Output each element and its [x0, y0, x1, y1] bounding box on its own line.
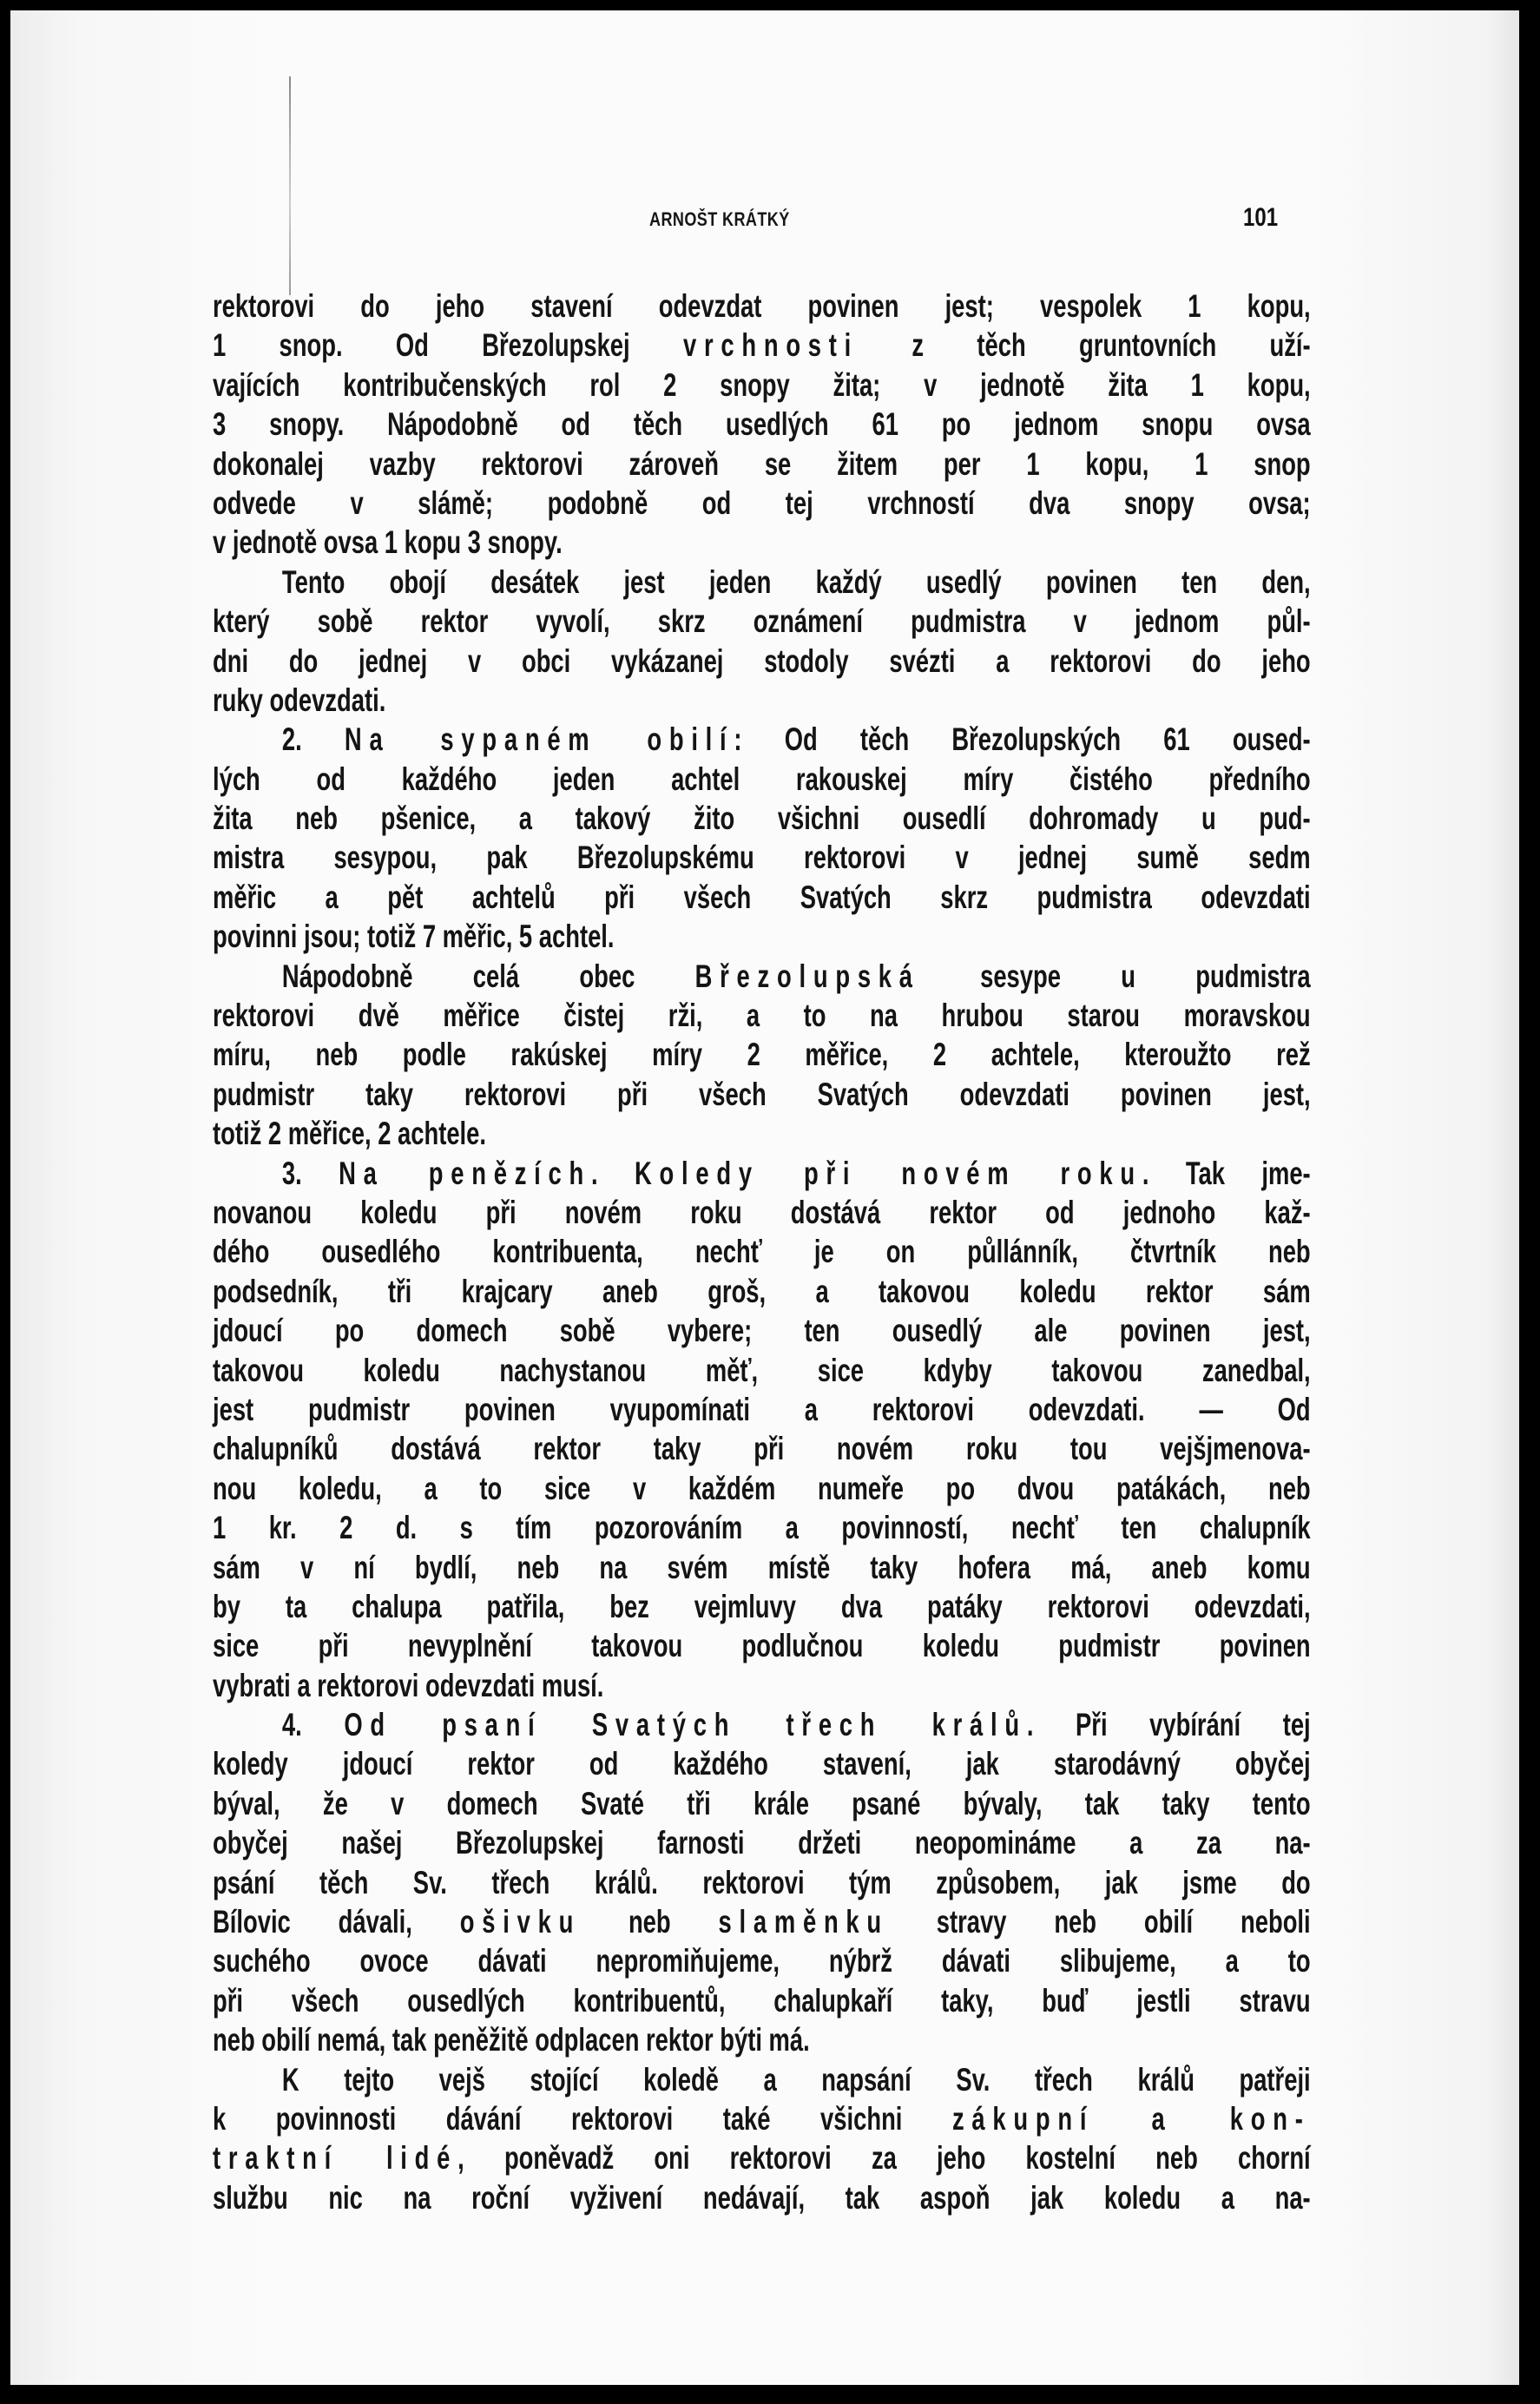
- text-line-content: [213, 760, 1311, 799]
- text-line-content: [213, 681, 1311, 720]
- text-line-content: [213, 1272, 1311, 1311]
- text-segment: totiž 2 měřice, 2 achtele.: [213, 1116, 487, 1152]
- text-segment: by ta chalupa patřila, bez vejmluvy dva patáky rektorovi odevzdati,: [213, 1588, 1311, 1624]
- text-segment: k povinnosti dávání rektorovi také všichni: [213, 2100, 952, 2137]
- text-line-content: [213, 602, 1311, 641]
- spaced-emphasis: slaměnku: [718, 1904, 889, 1940]
- text-line-content: [213, 996, 1311, 1035]
- text-segment: Nápodobně celá obec: [281, 958, 695, 994]
- text-line-content: [213, 1469, 1311, 1508]
- text-line-content: [213, 1941, 1311, 1980]
- spaced-emphasis: Od psaní Svatých třech králů: [344, 1707, 1027, 1743]
- text-line-content: [213, 799, 1311, 838]
- text-segment: vybrati a rektorovi odevzdati musí.: [213, 1667, 604, 1703]
- text-line-content: [213, 720, 1311, 759]
- text-line: [213, 366, 1311, 405]
- text-line-content: [213, 2138, 1311, 2177]
- text-line: [213, 1469, 1311, 1508]
- spaced-emphasis: Na sypaném obilí: [344, 721, 734, 758]
- text-segment: pudmistr taky rektorovi při všech Svatých odevzdati povinen jest,: [213, 1076, 1311, 1112]
- text-line: [213, 681, 1311, 720]
- text-segment: . Při vybírání tej: [1026, 1707, 1311, 1743]
- spaced-emphasis: ošivku: [459, 1904, 582, 1940]
- text-segment: : Od těch Březolupských 61 oused-: [734, 721, 1311, 758]
- text-line-content: [213, 1587, 1311, 1626]
- text-line: [213, 2099, 1311, 2138]
- text-line: [213, 642, 1311, 681]
- text-segment: vajících kontribučenských rol 2 snopy žita; v jednotě žita 1 kopu,: [213, 366, 1311, 403]
- text-segment: 4.: [281, 1707, 345, 1743]
- text-line-content: [213, 2099, 1311, 2138]
- spaced-emphasis: Březolupská: [694, 958, 920, 994]
- text-line: [213, 838, 1311, 877]
- text-line-content: [213, 1232, 1311, 1271]
- text-line: [213, 1941, 1311, 1980]
- text-segment: chalupníků dostává rektor taky při novém roku tou vejšjmenova-: [213, 1431, 1311, 1467]
- text-segment: v jednotě ovsa 1 kopu 3 snopy.: [213, 524, 563, 561]
- text-line: [213, 1035, 1311, 1074]
- spaced-emphasis: Koledy při novém roku: [634, 1155, 1142, 1191]
- paragraph-first-line: [213, 1705, 1311, 1744]
- text-line: [213, 1981, 1311, 2020]
- text-line-content: [213, 405, 1311, 444]
- text-line: [213, 1075, 1311, 1114]
- text-line: [213, 1390, 1311, 1429]
- text-line: [213, 602, 1311, 641]
- text-line: [213, 287, 1311, 326]
- text-segment: sám v ní bydlí, neb na svém místě taky hofera má, aneb komu: [213, 1549, 1311, 1585]
- text-line-content: [213, 1508, 1311, 1547]
- text-segment: dého ousedlého kontribuenta, nechť je on půllánník, čtvrtník neb: [213, 1234, 1311, 1270]
- text-segment: lých od každého jeden achtel rakouskej míry čistého předního: [213, 761, 1311, 797]
- text-line: [213, 1744, 1311, 1783]
- text-segment: nou koledu, a to sice v každém numeře po dvou patákách, neb: [213, 1470, 1311, 1506]
- text-line-content: [213, 1075, 1311, 1114]
- text-line-content: [213, 1311, 1311, 1350]
- text-line-content: [213, 878, 1311, 917]
- text-line: [213, 326, 1311, 365]
- text-segment: při všech ousedlých kontribuentů, chalupkaří taky, buď jestli stravu: [213, 1982, 1311, 2019]
- text-line: [213, 996, 1311, 1035]
- text-segment: jest pudmistr povinen vyupomínati a rektorovi odevzdati. — Od: [213, 1391, 1311, 1427]
- text-segment: žita neb pšenice, a takový žito všichni ousedlí dohromady u pud-: [213, 800, 1311, 837]
- text-line: [213, 2020, 1311, 2059]
- text-line: [213, 1863, 1311, 1902]
- book-page: [10, 10, 1519, 2385]
- text-segment: 1 snop. Od Březolupskej: [213, 327, 683, 364]
- text-segment: K tejto vejš stojící koledě a napsání Sv. třech králů patřeji: [281, 2061, 1311, 2098]
- text-line-content: [213, 445, 1311, 484]
- text-segment: býval, že v domech Svaté tři krále psané bývaly, tak taky tento: [213, 1785, 1311, 1821]
- running-head-author: ARNOŠT KRÁTKÝ: [649, 208, 790, 230]
- text-segment: psání těch Sv. třech králů. rektorovi tým způsobem, jak jsme do: [213, 1864, 1311, 1900]
- text-line: [213, 799, 1311, 838]
- text-segment: Tento obojí desátek jest jeden každý usedlý povinen ten den,: [281, 563, 1311, 600]
- text-line: [213, 2138, 1311, 2177]
- text-line-content: [213, 1666, 1311, 1705]
- text-segment: odvede v slámě; podobně od tej vrchností dva snopy ovsa;: [213, 484, 1311, 521]
- text-line-content: [213, 2060, 1311, 2099]
- text-segment: službu nic na roční vyživení nedávají, tak aspoň jak koledu a na-: [213, 2179, 1311, 2216]
- text-line-content: [213, 957, 1311, 996]
- text-segment: který sobě rektor vyvolí, skrz oznámení pudmistra v jednom půl-: [213, 603, 1311, 640]
- text-line-content: [213, 1390, 1311, 1429]
- text-line: [213, 1232, 1311, 1271]
- text-line: [213, 1626, 1311, 1665]
- page-number: 101: [1243, 203, 1279, 232]
- body-text: [213, 287, 1311, 2217]
- text-line: [213, 1548, 1311, 1587]
- text-segment: z těch gruntovních uží-: [859, 327, 1311, 364]
- text-segment: jdoucí po domech sobě vybere; ten ousedlý ale povinen jest,: [213, 1313, 1311, 1349]
- text-line-content: [213, 326, 1311, 365]
- text-line: [213, 1193, 1311, 1232]
- text-segment: 3 snopy. Nápodobně od těch usedlých 61 po jednom snopu ovsa: [213, 406, 1311, 443]
- text-line: [213, 1429, 1311, 1468]
- text-segment: koledy jdoucí rektor od každého stavení, jak starodávný obyčej: [213, 1746, 1311, 1782]
- text-line-content: [213, 1863, 1311, 1902]
- text-segment: 1 kr. 2 d. s tím pozorováním a povinností, nechť ten chalupník: [213, 1510, 1311, 1546]
- text-line: [213, 445, 1311, 484]
- text-segment: stravy neb obilí neboli: [888, 1904, 1311, 1940]
- text-segment: sesype u pudmistra: [919, 958, 1311, 994]
- text-line-content: [213, 523, 1311, 562]
- text-line: [213, 523, 1311, 562]
- text-line-content: [213, 838, 1311, 877]
- text-line: [213, 1784, 1311, 1823]
- text-segment: novanou koledu při novém roku dostává rektor od jednoho kaž-: [213, 1194, 1311, 1230]
- text-segment: dokonalej vazby rektorovi zároveň se žitem per 1 kopu, 1 snop: [213, 445, 1311, 482]
- text-line: [213, 878, 1311, 917]
- text-line-content: [213, 1823, 1311, 1862]
- text-segment: 2.: [281, 721, 345, 758]
- text-segment: mistra sesypou, pak Březolupskému rektorovi v jednej sumě sedm: [213, 840, 1311, 876]
- paragraph-first-line: [213, 2060, 1311, 2099]
- text-segment: . Tak jme-: [1142, 1155, 1311, 1191]
- text-line: [213, 2178, 1311, 2217]
- text-line-content: [213, 287, 1311, 326]
- text-line-content: [213, 917, 1311, 956]
- text-segment: neb: [581, 1904, 719, 1940]
- text-segment: obyčej našej Březolupskej farnosti držeti neopomináme a za na-: [213, 1825, 1311, 1861]
- text-line: [213, 1311, 1311, 1350]
- text-line-content: [213, 484, 1311, 523]
- text-line: [213, 1666, 1311, 1705]
- text-line-content: [213, 1351, 1311, 1390]
- text-line-content: [213, 2020, 1311, 2059]
- spaced-emphasis: Na penězích: [339, 1155, 592, 1191]
- text-line: [213, 484, 1311, 523]
- text-line-content: [213, 2178, 1311, 2217]
- text-segment: rektorovi dvě měřice čistej rži, a to na hrubou starou moravskou: [213, 998, 1311, 1034]
- text-segment: míru, neb podle rakúskej míry 2 měřice, 2 achtele, kteroužto rež: [213, 1037, 1311, 1073]
- text-line: [213, 1902, 1311, 1941]
- text-line-content: [213, 1114, 1311, 1153]
- spaced-emphasis: zákupní a kon-: [951, 2100, 1311, 2137]
- text-line: [213, 405, 1311, 444]
- text-segment: ruky odevzdati.: [213, 682, 386, 718]
- text-segment: Bílovic dávali,: [213, 1904, 460, 1940]
- text-line-content: [213, 642, 1311, 681]
- text-segment: , poněvadž oni rektorovi za jeho kostelní neb chorní: [457, 2140, 1311, 2177]
- text-line-content: [213, 1193, 1311, 1232]
- text-segment: dni do jednej v obci vykázanej stodoly svézti a rektorovi do jeho: [213, 642, 1311, 679]
- text-line-content: [213, 1902, 1311, 1941]
- text-line-content: [213, 1626, 1311, 1665]
- text-line: [213, 1508, 1311, 1547]
- paragraph-first-line: [213, 720, 1311, 759]
- text-segment: suchého ovoce dávati nepromiňujeme, nýbrž dávati slibujeme, a to: [213, 1943, 1311, 1979]
- spaced-emphasis: vrchnosti: [682, 327, 859, 364]
- text-segment: sice při nevyplnění takovou podlučnou koledu pudmistr povinen: [213, 1628, 1311, 1664]
- text-line: [213, 1587, 1311, 1626]
- text-segment: takovou koledu nachystanou měť, sice kdyby takovou zanedbal,: [213, 1352, 1311, 1388]
- text-segment: podsedník, tři krajcary aneb groš, a takovou koledu rektor sám: [213, 1273, 1311, 1309]
- text-line-content: [213, 1548, 1311, 1587]
- paragraph-first-line: [213, 1154, 1311, 1193]
- text-line-content: [213, 563, 1311, 602]
- text-segment: povinni jsou; totiž 7 měřic, 5 achtel.: [213, 919, 615, 955]
- text-line-content: [213, 1744, 1311, 1783]
- text-line-content: [213, 1154, 1311, 1193]
- text-line-content: [213, 366, 1311, 405]
- spaced-emphasis: traktní lidé: [213, 2140, 458, 2177]
- text-line: [213, 760, 1311, 799]
- paragraph-first-line: [213, 957, 1311, 996]
- text-line-content: [213, 1784, 1311, 1823]
- text-line-content: [213, 1429, 1311, 1468]
- text-line-content: [213, 1981, 1311, 2020]
- text-line: [213, 1823, 1311, 1862]
- text-line-content: [213, 1705, 1311, 1744]
- text-line: [213, 1272, 1311, 1311]
- text-line: [213, 917, 1311, 956]
- text-segment: rektorovi do jeho stavení odevzdat povinen jest; vespolek 1 kopu,: [213, 288, 1311, 324]
- text-line: [213, 1114, 1311, 1153]
- text-line: [213, 1351, 1311, 1390]
- text-segment: měřic a pět achtelů při všech Svatých skrz pudmistra odevzdati: [213, 879, 1311, 915]
- scan-scratch-mark: [289, 76, 291, 295]
- text-segment: neb obilí nemá, tak peněžitě odplacen rektor býti má.: [213, 2022, 810, 2058]
- paragraph-first-line: [213, 563, 1311, 602]
- text-segment: .: [591, 1155, 635, 1191]
- text-line-content: [213, 1035, 1311, 1074]
- text-segment: 3.: [281, 1155, 339, 1191]
